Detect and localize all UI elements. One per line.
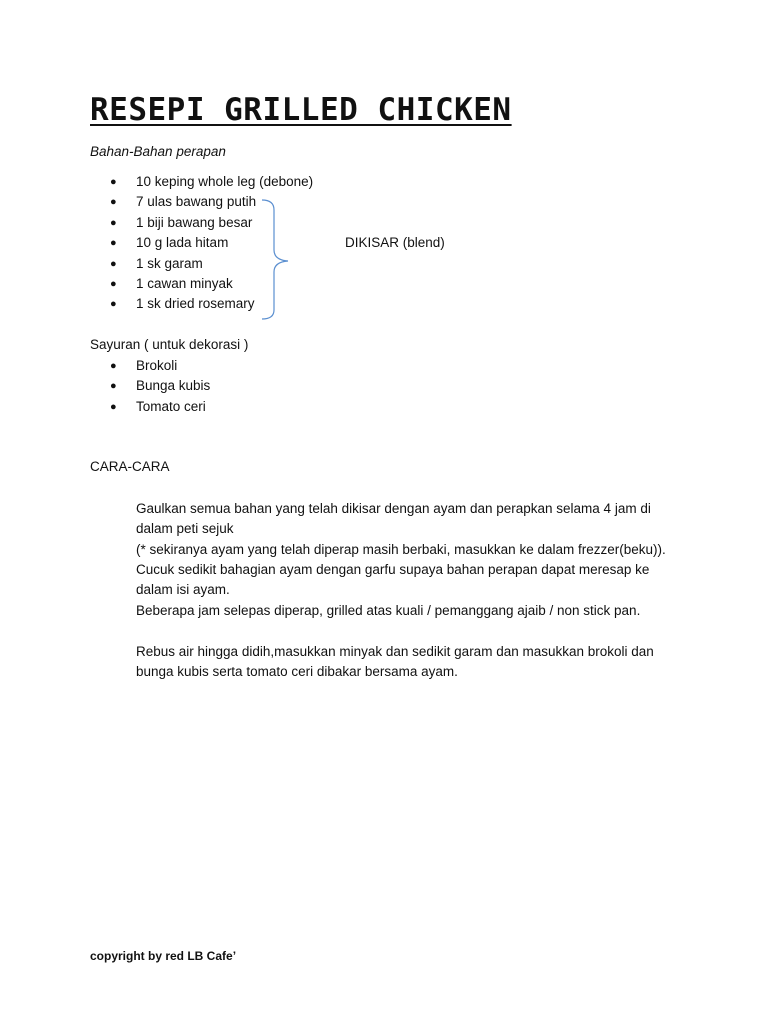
method-heading: CARA-CARA	[90, 459, 170, 474]
step-text: dalam peti sejuk	[136, 521, 234, 537]
bullet-icon: ●	[110, 257, 117, 270]
bullet-icon: ●	[110, 360, 117, 372]
step-text: Beberapa jam selepas diperap, grilled atas kuali / pemanggang ajaib / non stick pan.	[136, 603, 641, 618]
blend-note: DIKISAR (blend)	[345, 235, 445, 250]
step-marker-icon	[110, 499, 122, 519]
step-text: Cucuk sedikit bahagian ayam dengan garfu supaya bahan perapan dapat meresap ke	[136, 562, 650, 577]
copyright-footer: copyright by red LB Cafe’	[90, 949, 237, 963]
bullet-icon: ●	[110, 196, 117, 209]
ingredient-text: 1 biji bawang besar	[136, 214, 253, 230]
ingredient-text: 10 g lada hitam	[136, 235, 229, 251]
step-marker-icon	[110, 560, 122, 580]
bullet-icon: ●	[110, 237, 117, 250]
vegetable-text: Brokoli	[136, 358, 178, 373]
vegetable-text: Bunga kubis	[136, 378, 211, 394]
recipe-title: RESEPI GRILLED CHICKEN	[90, 92, 512, 128]
ingredient-text: 10 keping whole leg (debone)	[136, 174, 314, 189]
ingredient-text: 1 cawan minyak	[136, 275, 233, 291]
step-marker-icon	[110, 601, 122, 621]
step-text: Gaulkan semua bahan yang telah dikisar dengan ayam dan perapkan selama 4 jam di	[136, 501, 651, 516]
bullet-icon: ●	[110, 380, 117, 393]
bullet-icon: ●	[110, 277, 117, 290]
curly-brace-icon	[258, 198, 292, 322]
bullet-icon: ●	[110, 400, 117, 413]
step-text: dalam isi ayam.	[136, 582, 230, 598]
step-text: bunga kubis serta tomato ceri dibakar bersama ayam.	[136, 664, 458, 680]
ingredient-text: 7 ulas bawang putih	[136, 194, 257, 210]
bullet-icon: ●	[110, 298, 117, 311]
step-marker-icon	[110, 642, 122, 662]
bullet-icon: ●	[110, 216, 117, 229]
bullet-icon: ●	[110, 176, 117, 188]
ingredient-text: 1 sk garam	[136, 255, 203, 271]
ingredient-text: 1 sk dried rosemary	[136, 296, 255, 312]
vegetables-heading: Sayuran ( untuk dekorasi )	[90, 337, 249, 352]
vegetable-text: Tomato ceri	[136, 398, 206, 414]
step-text: (* sekiranya ayam yang telah diperap masih berbaki, masukkan ke dalam frezzer(beku)).	[136, 541, 666, 557]
marinade-subtitle: Bahan-Bahan perapan	[90, 144, 226, 159]
step-text: Rebus air hingga didih,masukkan minyak dan sedikit garam dan masukkan brokoli dan	[136, 644, 654, 659]
